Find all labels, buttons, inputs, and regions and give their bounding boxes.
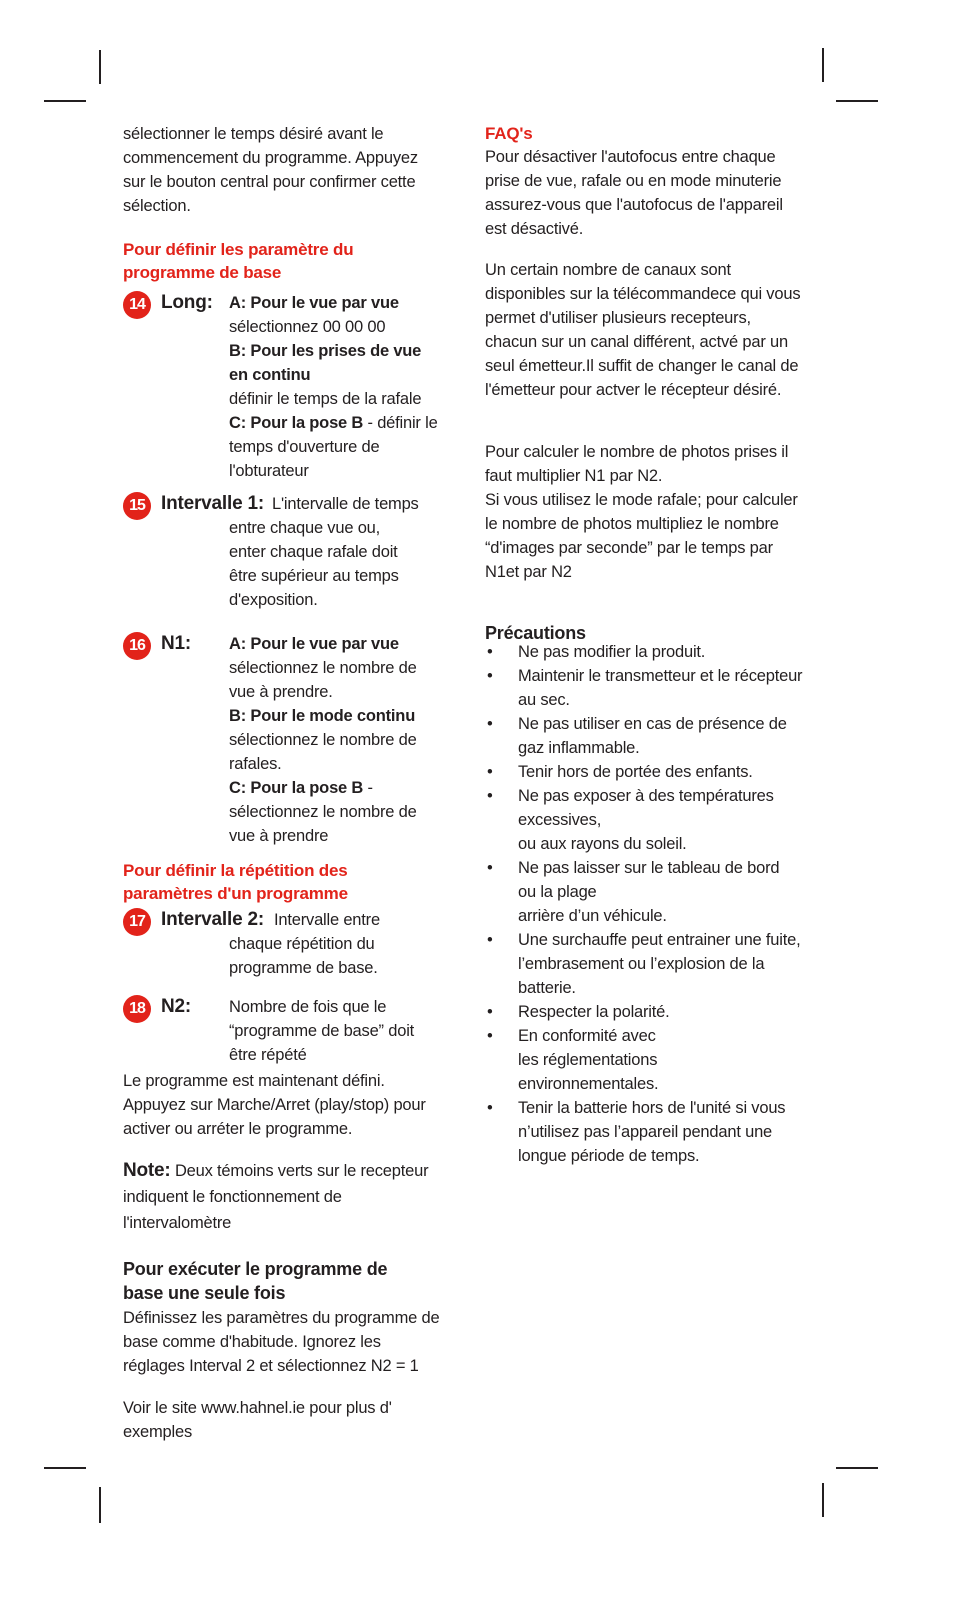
item-14-details [229,291,444,483]
precaution-item: • Ne pas modifier la produit. [485,640,803,664]
note-paragraph [123,1158,438,1236]
faq-heading: FAQ's [485,124,533,143]
item-14-a-label: A: Pour le vue par vue [229,294,399,312]
item-16-b-text: sélectionnez le nombre de rafales. [229,731,417,773]
right-column [485,122,805,1172]
item-18-text: Nombre de fois que le “programme de base” doit être répété [229,998,415,1064]
intro-paragraph: sélectionner le temps désiré avant le commencement du programme. Appuyez sur le bouton central pour confirmer cette sélection. [123,125,418,215]
crop-mark [822,1483,824,1517]
note-label: Note: [123,1160,171,1181]
faq-paragraph-photo-count [485,440,801,584]
heading-base-program: Pour définir les paramètre du programme de base [123,240,354,282]
note-text: Deux témoins verts sur le recepteur indiquent le fonctionnement de l'intervalomètre [123,1162,429,1232]
item-16-c-label: C: Pour la pose B [229,779,364,797]
precautions-list [485,640,803,1168]
item-16-a-label: A: Pour le vue par vue [229,635,399,653]
item-15-text: entre chaque vue ou, enter chaque rafale doit être supérieur au temps d'exposition. [229,519,399,609]
item-14-c-label: C: Pour la pose B [229,414,364,432]
number-16-badge: 16 [123,632,151,660]
number-17-badge: 17 [123,908,151,936]
item-16-c-text: - sélectionnez le nombre de vue à prendre [229,779,417,845]
item-14-a-text: sélectionnez 00 00 00 [229,318,386,336]
crop-mark [99,1487,101,1523]
crop-mark [836,100,878,102]
item-18-n2 [123,992,443,1072]
website-paragraph: Voir le site www.hahnel.ie pour plus d' exemples [123,1399,392,1441]
precaution-continuation: ou aux rayons du soleil. [518,835,687,853]
heading-repeat-program: Pour définir la répétition des paramètres d'un programme [123,861,348,903]
precaution-item: • Ne pas utiliser en cas de présence de gaz inflammable. [485,712,803,760]
item-18-key: N2: [161,996,192,1017]
run-once-paragraph: Définissez les paramètres du programme de base comme d'habitude. Ignorez les réglages Interval 2 et sélectionnez N2 = 1 [123,1309,440,1375]
item-14-b-label: B: Pour les prises de vue en continu [229,342,422,384]
precaution-text: • Ne pas exposer à des températures excessives, [518,787,774,829]
item-15-first-line: L'intervalle de temps [272,495,419,513]
precaution-item: • Maintenir le transmetteur et le récepteur au sec. [485,664,803,712]
item-15-key: Intervalle 1: [161,493,265,514]
item-17-text: chaque répétition du programme de base. [229,935,378,977]
item-17-intervalle-2 [123,905,443,985]
item-16-details [229,632,434,848]
precaution-item: • En conformité avec les réglementations environnementales. [485,1024,803,1096]
precaution-item [485,784,803,856]
faq-photo-count-line2: Si vous utilisez le mode rafale; pour calculer le nombre de photos multipliez le nombre “d'images par seconde” par le temps par N1et par N2 [485,491,798,581]
precaution-continuation: arrière d’un véhicule. [518,907,667,925]
item-14-long [123,288,443,478]
crop-mark [44,100,86,102]
faq-paragraph-channels: Un certain nombre de canaux sont disponibles sur la télécommandece qui vous permet d'utiliser plusieurs recepteurs, chacun sur un canal différent, actvé par un seul émetteur.Il suffit de changer le canal de l'émetteur pour actver le récepteur désiré. [485,261,801,399]
precautions-heading: Précautions [485,623,586,643]
precaution-item: • Tenir hors de portée des enfants. [485,760,803,784]
number-15-badge: 15 [123,492,151,520]
crop-mark [44,1467,86,1469]
faq-photo-count-line1: Pour calculer le nombre de photos prises il faut multiplier N1 par N2. [485,443,789,485]
program-defined-paragraph: Le programme est maintenant défini. Appuyez sur Marche/Arret (play/stop) pour activer ou arréter le programme. [123,1072,426,1138]
item-16-a-text: sélectionnez le nombre de vue à prendre. [229,659,417,701]
left-column [123,122,443,1452]
item-16-b-label: B: Pour le mode continu [229,707,416,725]
item-17-key: Intervalle 2: [161,909,265,930]
item-16-n1 [123,629,443,849]
item-17-first-line: Intervalle entre [274,911,380,929]
item-14-b-text: définir le temps de la rafale [229,390,422,408]
faq-paragraph-autofocus: Pour désactiver l'autofocus entre chaque prise de vue, rafale ou en mode minuterie assurez-vous que l'autofocus de l'appareil est désactivé. [485,148,783,238]
crop-mark [836,1467,878,1469]
number-18-badge: 18 [123,995,151,1023]
crop-mark [99,50,101,84]
precaution-item: • Tenir la batterie hors de l'unité si vous n’utilisez pas l’appareil pendant une longue période de temps. [485,1096,803,1168]
precaution-item: • Une surchauffe peut entrainer une fuite, l’embrasement ou l’explosion de la batterie. [485,928,803,1000]
heading-run-once: Pour exécuter le programme de base une seule fois [123,1259,388,1303]
item-15-intervalle-1 [123,489,453,619]
precaution-item: • Respecter la polarité. [485,1000,803,1024]
crop-mark [822,48,824,82]
item-14-key: Long: [161,292,213,313]
precaution-text: • Ne pas laisser sur le tableau de bord ou la plage [518,859,780,901]
item-16-key: N1: [161,633,192,654]
item-14-c-text: - définir le temps d'ouverture de l'obturateur [229,414,438,480]
number-14-badge: 14 [123,291,151,319]
precaution-item [485,856,803,928]
